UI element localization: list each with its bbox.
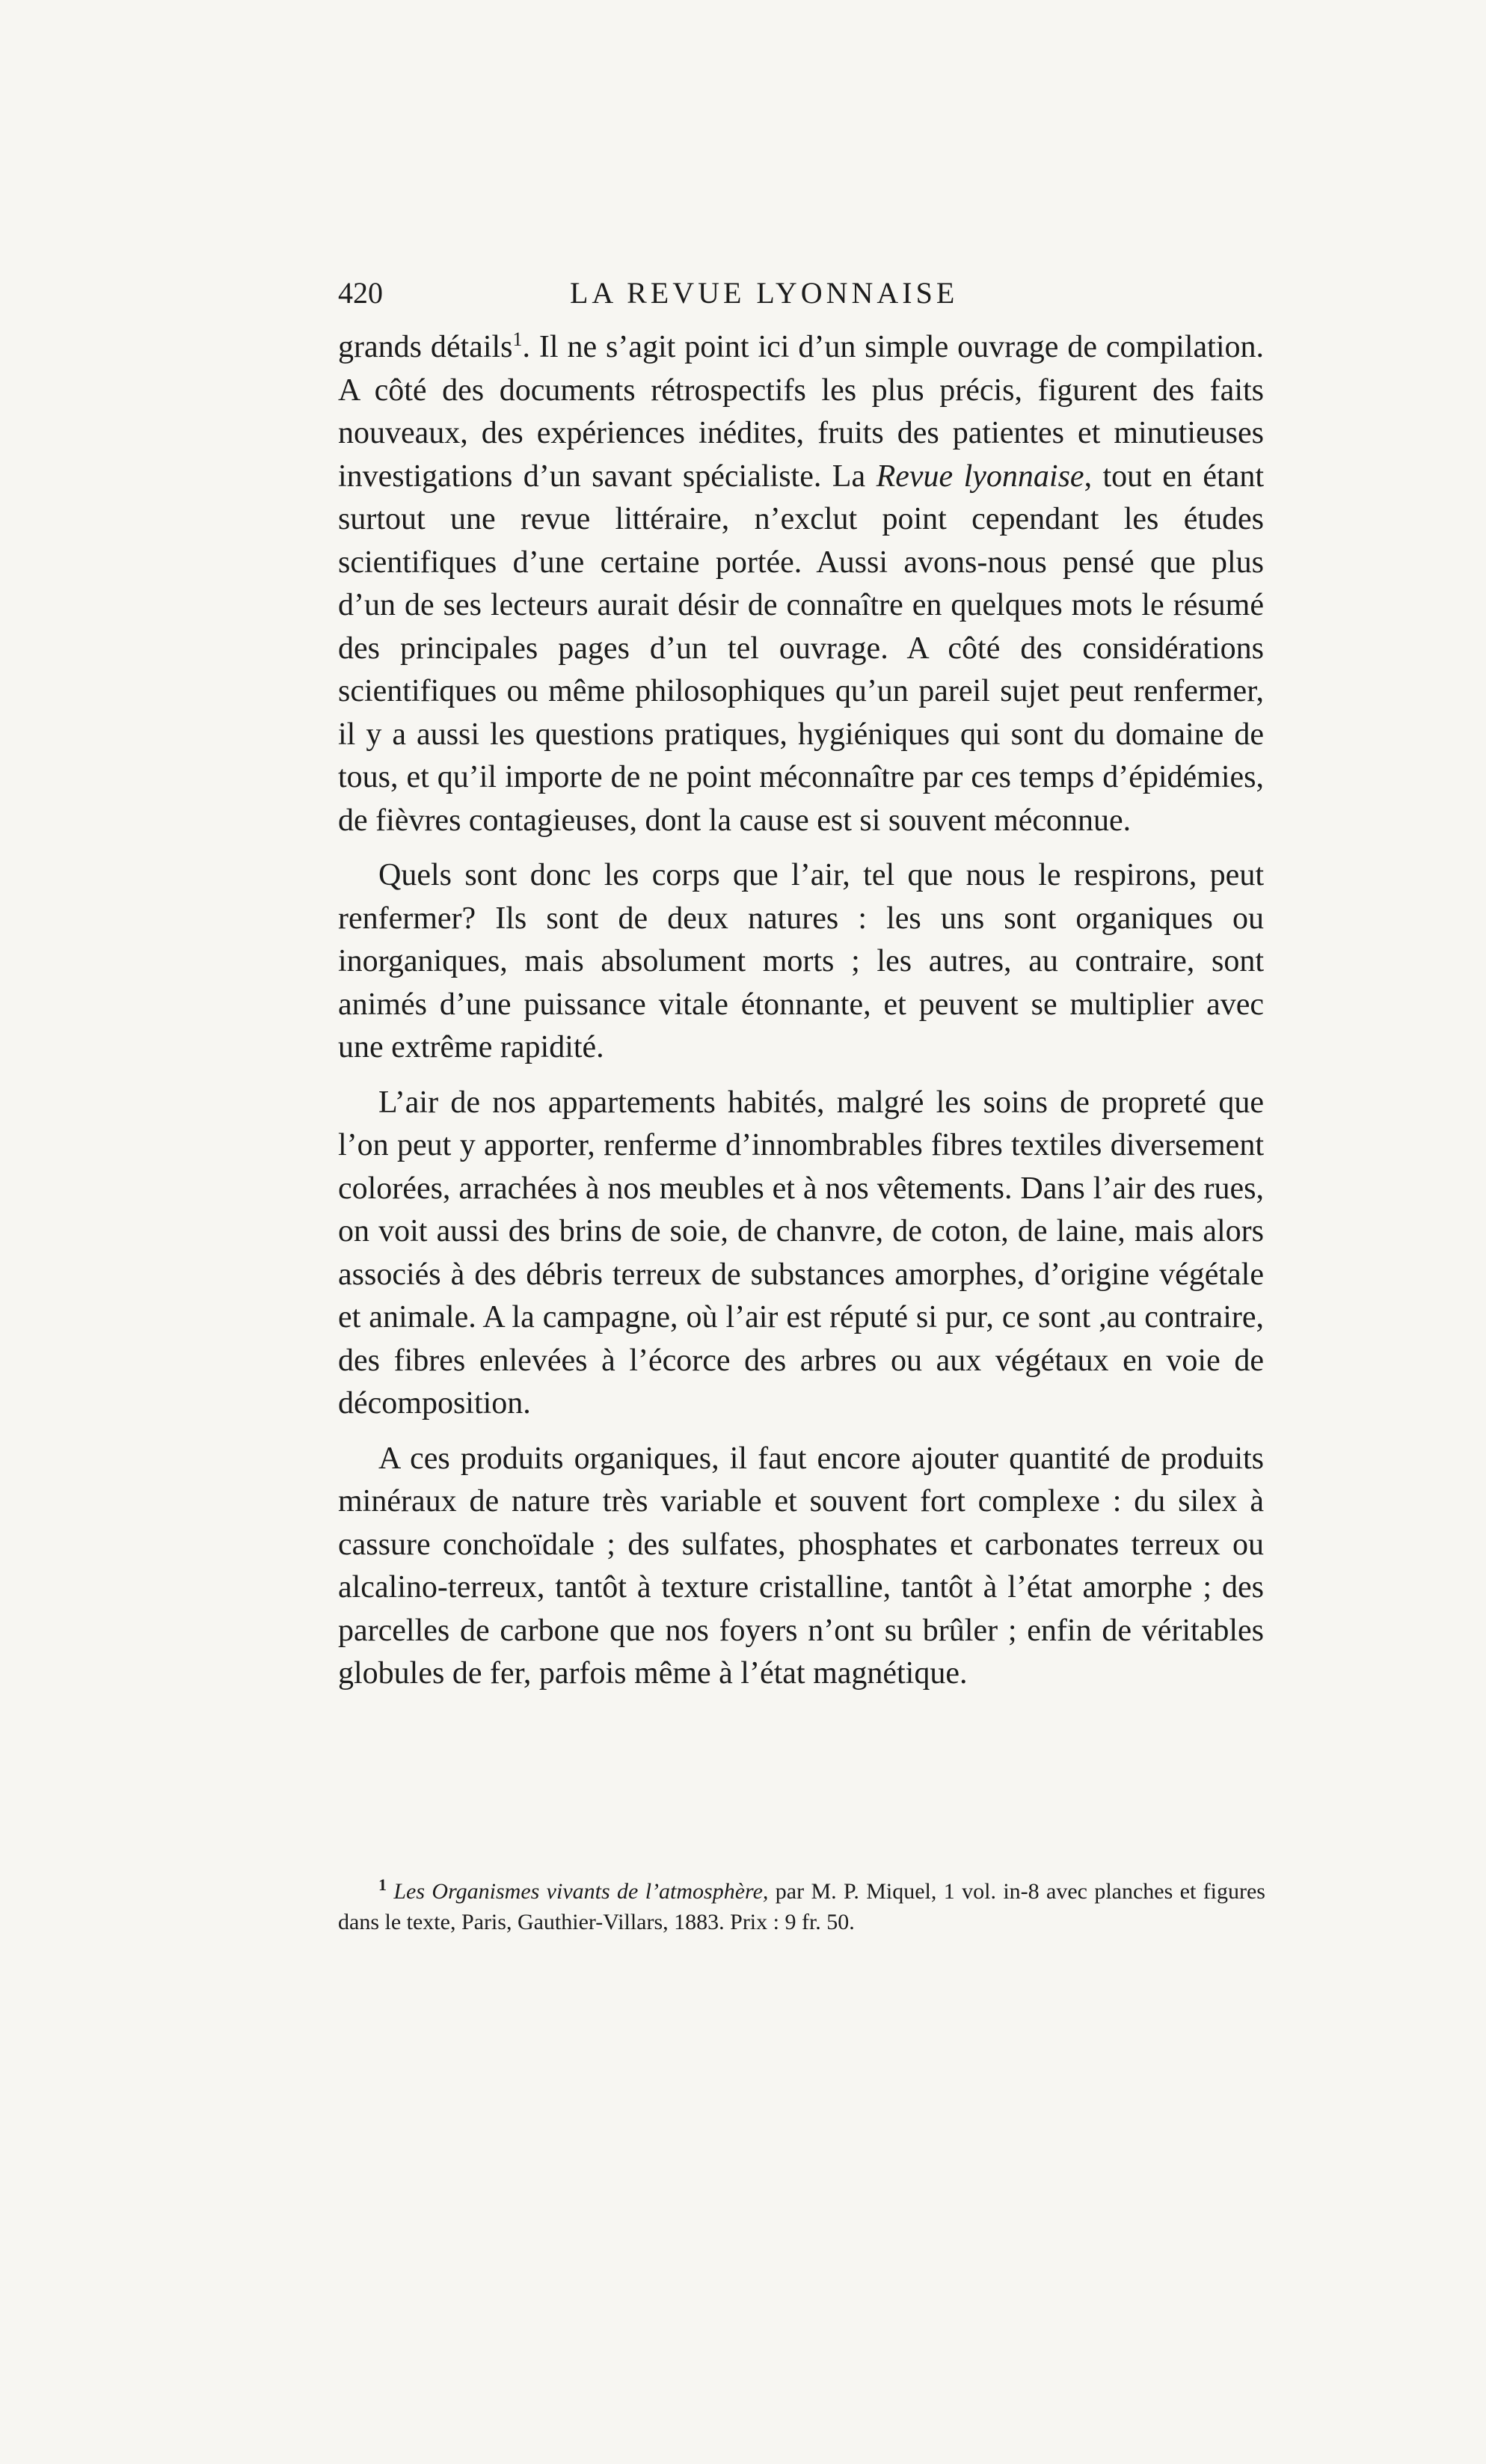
page-number: 420	[338, 276, 383, 310]
paragraph-1-end: , tout en étant surtout une revue littéraire, n’exclut point cependant les études scientifiques d’une certaine portée. Aussi avons-nous pensé que plus d’un de ses lecteurs aurait désir de connaître en quelques mots le résumé des principales pages d’un tel ouvrage. A côté des considérations scientifiques ou même philosophiques qu’un pareil sujet peut renfermer, il y a aussi les questions pratiques, hygiéniques qui sont du domaine de tous, et qu’il importe de ne point méconnaître par ces temps d’épidémies, de fièvres contagieuses, dont la cause est si souvent méconnue.	[338, 459, 1264, 838]
paragraph-1-start: grands détails	[338, 330, 513, 364]
running-head: LA REVUE LYONNAISE	[570, 276, 959, 310]
paragraph-1-middle: . Il ne s’agit point ici d’un simple ouvrage de compilation. A côté des documents rétrospectifs les plus précis, figurent des faits nouveaux, des expériences inédites, fruits des patientes et minutieuses investigations d’un savant spécialiste. La	[338, 330, 1264, 494]
body-text	[338, 326, 1264, 1708]
journal-title: Revue lyonnaise	[876, 459, 1084, 494]
footnote-mark: 1	[378, 1875, 387, 1894]
footnote-title: Les Organismes vivants de l’atmosphère,	[393, 1879, 769, 1904]
paragraph-4: A ces produits organiques, il faut encore ajouter quantité de produits minéraux de nature très variable et souvent fort complexe : du silex à cassure conchoïdale ; des sulfates, phosphates et carbonates terreux ou alcalino-terreux, tantôt à texture cristalline, tantôt à l’état amorphe ; des parcelles de carbone que nos foyers n’ont su brûler ; enfin de véritables globules de fer, parfois même à l’état magnétique.	[338, 1441, 1264, 1691]
footnote-reference: 1	[512, 328, 523, 350]
paragraph-3: L’air de nos appartements habités, malgré les soins de propreté que l’on peut y apporter, renferme d’innombrables fibres textiles diversement colorées, arrachées à nos meubles et à nos vêtements. Dans l’air des rues, on voit aussi des brins de soie, de chanvre, de coton, de laine, mais alors associés à des débris terreux de substances amorphes, d’origine végétale et animale. A la campagne, où l’air est réputé si pur, ce sont ,au contraire, des fibres enlevées à l’écorce des arbres ou aux végétaux en voie de décomposition.	[338, 1085, 1264, 1421]
footnote	[338, 1876, 1265, 1937]
paragraph-2: Quels sont donc les corps que l’air, tel que nous le respirons, peut renfermer? Ils sont de deux natures : les uns sont organiques ou inorganiques, mais absolument morts ; les autres, au contraire, sont animés d’une puissance vitale étonnante, et peuvent se multiplier avec une extrême rapidité.	[338, 858, 1264, 1064]
paragraph-1	[338, 326, 1264, 842]
footnote-text: par M. P. Miquel, 1 vol. in-8 avec planches et figures dans le texte, Paris, Gauthier-Villars, 1883. Prix : 9 fr. 50.	[338, 1879, 1265, 1934]
page-header	[338, 275, 1265, 320]
